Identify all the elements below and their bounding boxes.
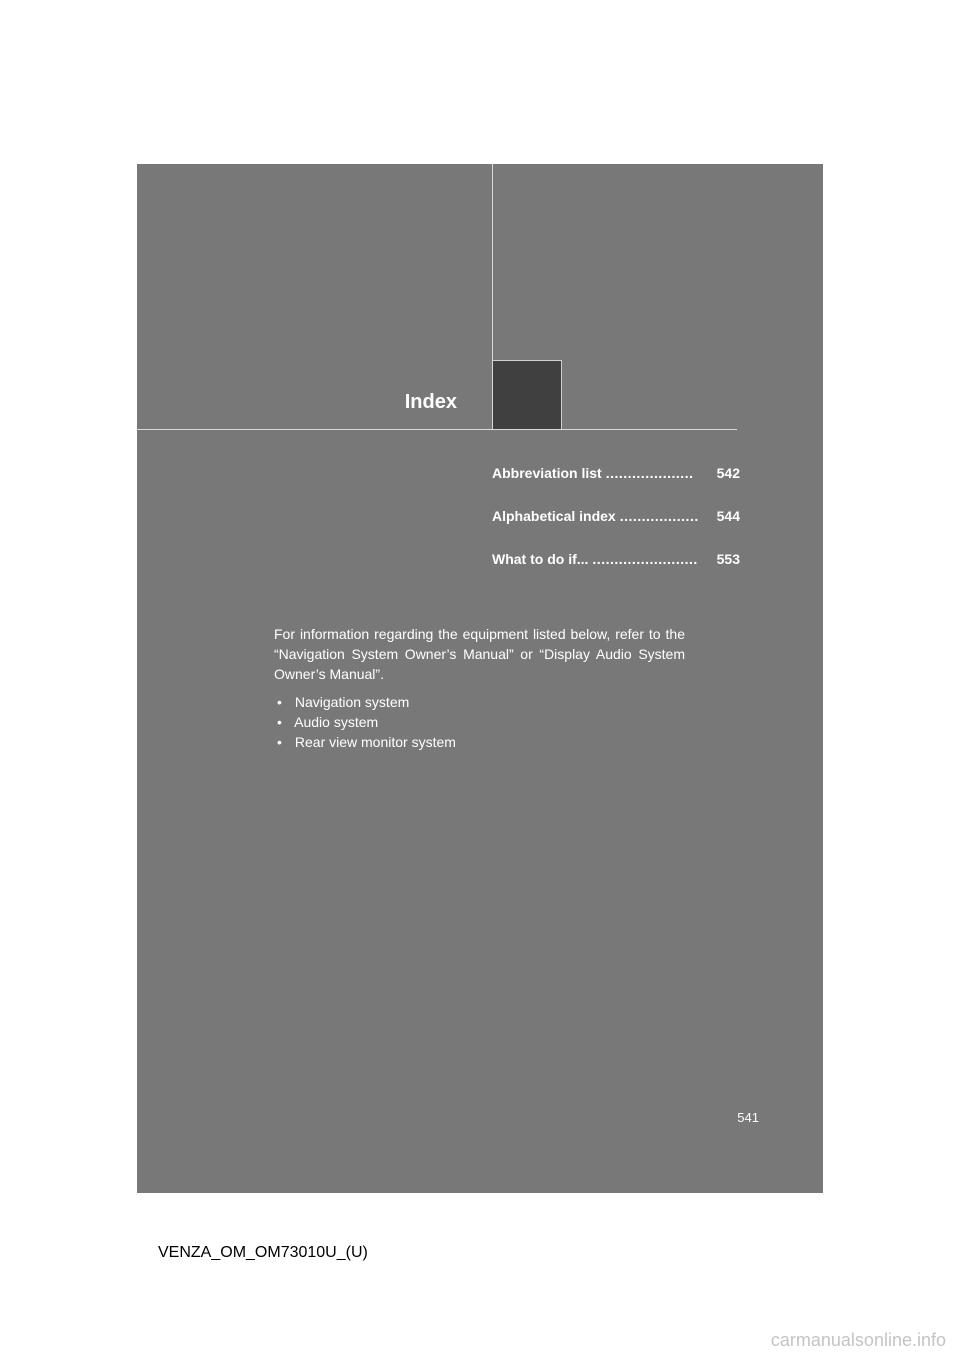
toc-entry-label: Alphabetical index xyxy=(492,508,616,524)
list-item-text: Navigation system xyxy=(294,694,410,710)
toc-leader-dots: .................. xyxy=(619,508,699,524)
bullet-icon: • xyxy=(277,714,282,730)
toc-entry-label: What to do if... xyxy=(492,551,589,567)
toc-entry-abbreviation-list[interactable] xyxy=(492,464,740,482)
table-of-contents xyxy=(492,464,740,593)
list-item xyxy=(274,692,685,712)
list-item-text: Audio system xyxy=(294,714,379,730)
page-panel xyxy=(137,164,823,1193)
bullet-icon: • xyxy=(277,694,282,710)
section-tab xyxy=(493,360,562,429)
toc-entry-label: Abbreviation list xyxy=(492,465,602,481)
list-item-text: Rear view monitor system xyxy=(294,734,456,750)
list-item xyxy=(274,732,685,752)
info-block xyxy=(274,624,685,752)
toc-leader-dots: ........................ xyxy=(592,551,698,567)
equipment-list xyxy=(274,692,685,752)
toc-entry-page: 553 xyxy=(716,551,740,567)
page-number: 541 xyxy=(737,1110,759,1125)
toc-entry-page: 542 xyxy=(716,465,740,481)
toc-entry-page: 544 xyxy=(716,508,740,524)
toc-entry-alphabetical-index[interactable] xyxy=(492,507,740,525)
watermark: carmanualsonline.info xyxy=(770,1330,946,1350)
info-paragraph: For information regarding the equipment listed below, refer to the “Navigation System Owner’s Manual” or “Display Audio System Owner’s Manual”. xyxy=(274,626,685,682)
toc-leader-dots: .................... xyxy=(605,465,694,481)
bullet-icon: • xyxy=(277,734,282,750)
horizontal-divider xyxy=(137,429,737,430)
section-title: Index xyxy=(404,391,457,413)
toc-entry-what-to-do-if[interactable] xyxy=(492,550,740,568)
document-code: VENZA_OM_OM73010U_(U) xyxy=(158,1244,368,1261)
list-item xyxy=(274,712,685,732)
